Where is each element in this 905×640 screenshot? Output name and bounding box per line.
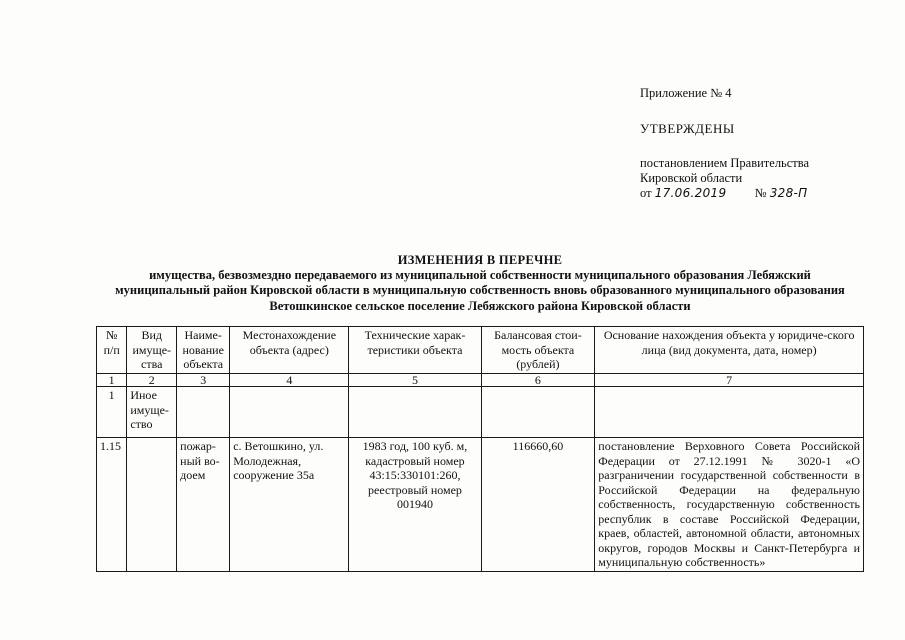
title-main: ИЗМЕНЕНИЯ В ПЕРЕЧНЕ bbox=[397, 253, 563, 267]
title-line-3: Ветошкинское сельское поселение Лебяжского района Кировской области bbox=[269, 298, 691, 313]
section-row bbox=[97, 387, 864, 438]
column-number: 2 bbox=[127, 374, 177, 387]
header-address: Местонахождение объекта (адрес) bbox=[230, 327, 349, 374]
row-specs: 1983 год, 100 куб. м, кадастровый номер 43:15:330101:260, реестровый номер 001940 bbox=[349, 438, 481, 572]
handwritten-number: 328-П bbox=[769, 186, 808, 200]
decree-line-1: постановлением Правительства bbox=[640, 156, 810, 170]
title-line-1: имущества, безвозмездно передаваемого из муниципальной собственности муниципального образования Лебяжский bbox=[149, 268, 811, 283]
decree-line-2: Кировской области bbox=[640, 171, 743, 185]
header-specs: Технические харак-теристики объекта bbox=[349, 327, 481, 374]
property-table bbox=[96, 326, 864, 572]
handwritten-date: 17.06.2019 bbox=[654, 186, 727, 200]
number-label: № bbox=[754, 186, 767, 200]
row-address: с. Ветошкино, ул. Молодежная, сооружение 35а bbox=[230, 438, 349, 572]
header-object-name: Наиме-нование объекта bbox=[177, 327, 230, 374]
header-property-type: Вид имуще-ства bbox=[127, 327, 177, 374]
row-type bbox=[127, 438, 177, 572]
approval-block bbox=[640, 86, 809, 201]
approved-label: УТВЕРЖДЕНЫ bbox=[640, 121, 735, 136]
section-num: 1 bbox=[97, 387, 127, 438]
row-num: 1.15 bbox=[97, 438, 127, 572]
header-balance-value: Балансовая стои-мость объекта (рублей) bbox=[481, 327, 595, 374]
decree-reference bbox=[640, 156, 809, 201]
column-number: 6 bbox=[481, 374, 595, 387]
header-num: № п/п bbox=[97, 327, 127, 374]
row-value: 116660,60 bbox=[481, 438, 595, 572]
table-row bbox=[97, 438, 864, 572]
from-label: от bbox=[640, 186, 652, 200]
column-number: 7 bbox=[595, 374, 864, 387]
table-header-row bbox=[97, 327, 864, 374]
title-line-2: муниципальный район Кировской области в муниципальную собственность вновь образованного муниципального образования bbox=[115, 283, 845, 298]
appendix-label: Приложение № 4 bbox=[640, 86, 732, 100]
row-basis: постановление Верховного Совета Российской Федерации от 27.12.1991 № 3020-1 «О разграничении государственной собственности в Российской Федерации на федеральную собственность, государственную собственность республик в составе Российской Федерации, краев, областей, автономной области, автономных округов, городов Москвы и Санкт-Петербурга и муниципальную собственность» bbox=[595, 438, 864, 572]
document-title bbox=[60, 253, 900, 314]
column-number: 5 bbox=[349, 374, 481, 387]
column-number: 1 bbox=[97, 374, 127, 387]
section-type: Иное имуще-ство bbox=[127, 387, 177, 438]
row-name: пожар-ный во-доем bbox=[177, 438, 230, 572]
column-number-row bbox=[97, 374, 864, 387]
column-number: 3 bbox=[177, 374, 230, 387]
header-basis: Основание нахождения объекта у юридиче-ского лица (вид документа, дата, номер) bbox=[595, 327, 864, 374]
column-number: 4 bbox=[230, 374, 349, 387]
